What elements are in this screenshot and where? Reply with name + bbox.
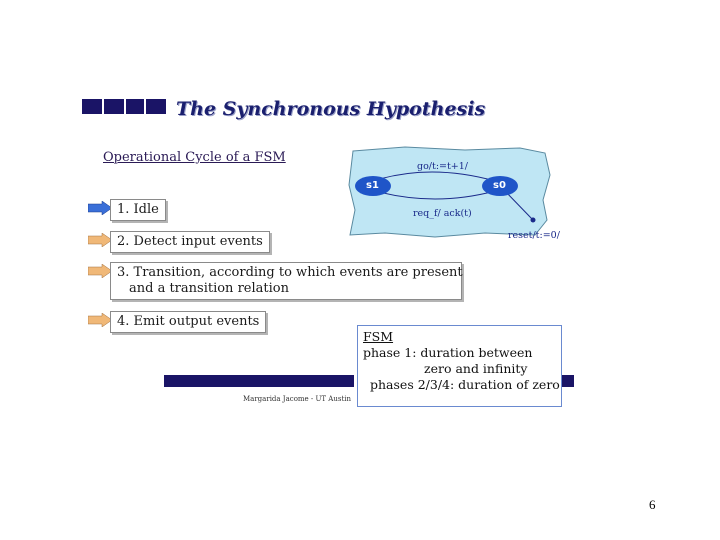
arrow-icon bbox=[88, 233, 112, 247]
fsm-state-s0-label: s0 bbox=[493, 180, 506, 191]
arrow-active-icon bbox=[88, 201, 112, 215]
fsm-label-req: req_f/ ack(t) bbox=[413, 208, 472, 219]
note-line1: phase 1: duration between bbox=[363, 345, 533, 360]
note-line2: zero and infinity bbox=[424, 361, 528, 376]
fsm-diagram bbox=[345, 145, 555, 240]
fsm-label-go: go/t:=t+1/ bbox=[417, 161, 469, 172]
fsm-label-reset: reset/t:=0/ bbox=[508, 230, 560, 241]
step-detect-input: 2. Detect input events bbox=[110, 231, 270, 253]
title-decor-bars bbox=[82, 99, 166, 114]
fsm-note-box bbox=[357, 325, 562, 407]
arrow-icon bbox=[88, 264, 112, 278]
note-heading: FSM bbox=[363, 329, 394, 344]
footer-author: Margarida Jacome - UT Austin bbox=[243, 395, 352, 403]
page-number: 6 bbox=[649, 497, 656, 512]
note-line3: phases 2/3/4: duration of zero bbox=[370, 377, 560, 392]
step-transition-line1: 3. Transition, according to which events are present bbox=[117, 265, 463, 280]
step-idle: 1. Idle bbox=[110, 199, 166, 221]
step-transition bbox=[110, 262, 462, 300]
arrow-icon bbox=[88, 313, 112, 327]
section-subtitle: Operational Cycle of a FSM bbox=[103, 150, 286, 165]
step-transition-line2: and a transition relation bbox=[129, 281, 289, 296]
slide-title: The Synchronous Hypothesis bbox=[176, 98, 486, 120]
step-emit-output: 4. Emit output events bbox=[110, 311, 266, 333]
fsm-state-s1-label: s1 bbox=[366, 180, 379, 191]
